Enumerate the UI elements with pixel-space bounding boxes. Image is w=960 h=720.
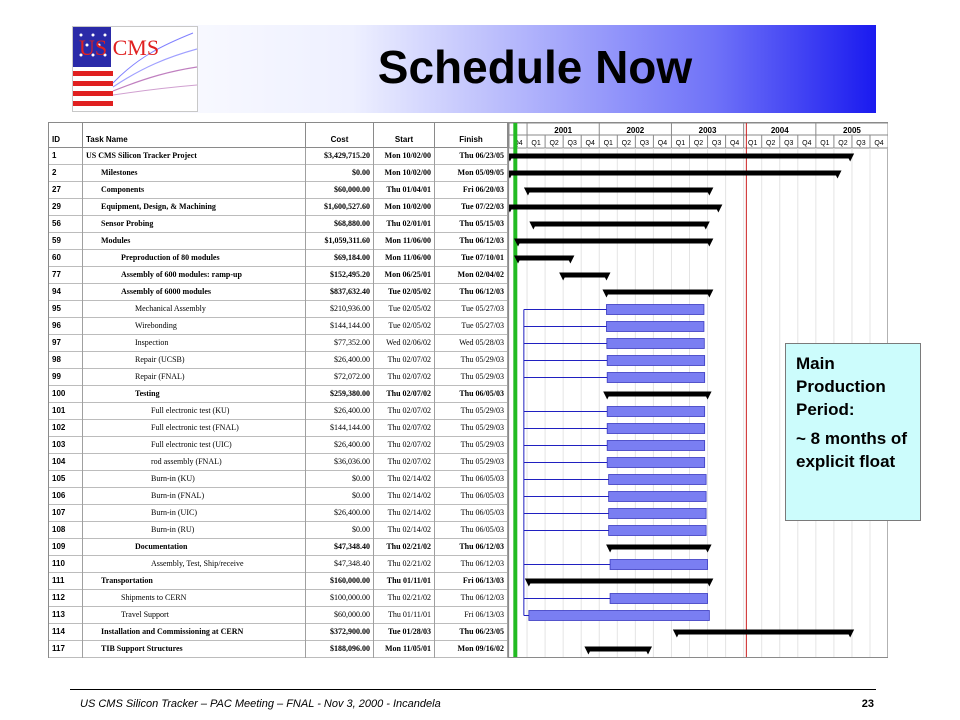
cell-cost: $210,936.00	[306, 301, 374, 318]
table-row[interactable]	[49, 539, 508, 556]
cell-task-name: Components	[83, 182, 306, 199]
quarter-label: Q4	[585, 140, 595, 147]
logo-text: US CMS	[79, 35, 160, 60]
cell-cost: $837,632.40	[306, 284, 374, 301]
task-bar	[607, 356, 704, 366]
cell-cost: $1,600,527.60	[306, 199, 374, 216]
table-row[interactable]	[49, 165, 508, 182]
cell-cost: $259,380.00	[306, 386, 374, 403]
header-start: Start	[374, 123, 435, 148]
cell-finish: Mon 05/09/05	[435, 165, 508, 182]
summary-bar	[610, 545, 707, 550]
summary-bar	[510, 205, 718, 210]
cell-cost: $26,400.00	[306, 403, 374, 420]
cell-finish: Thu 06/12/03	[435, 233, 508, 250]
table-row[interactable]	[49, 624, 508, 641]
cell-finish: Thu 05/29/03	[435, 369, 508, 386]
cell-id: 105	[49, 471, 83, 488]
cell-start: Tue 02/05/02	[374, 284, 435, 301]
quarter-label: Q4	[657, 140, 668, 147]
cell-start: Thu 02/14/02	[374, 488, 435, 505]
cell-task-name: Preproduction of 80 modules	[83, 250, 306, 267]
task-bar	[607, 407, 704, 417]
cell-task-name: Shipments to CERN	[83, 590, 306, 607]
year-label: 2003	[698, 126, 717, 135]
cell-id: 102	[49, 420, 83, 437]
quarter-label: Q2	[693, 140, 704, 147]
footer-divider	[70, 689, 876, 690]
quarter-label: Q4	[513, 140, 523, 147]
quarter-label: Q4	[729, 140, 740, 147]
cell-finish: Fri 06/13/03	[435, 573, 508, 590]
cell-finish: Fri 06/13/03	[435, 607, 508, 624]
cell-task-name: Full electronic test (FNAL)	[83, 420, 306, 437]
summary-bar	[528, 188, 709, 193]
cell-start: Thu 02/07/02	[374, 420, 435, 437]
cell-start: Thu 02/07/02	[374, 403, 435, 420]
cell-task-name: Testing	[83, 386, 306, 403]
task-bar	[529, 611, 710, 621]
cell-start: Thu 02/21/02	[374, 539, 435, 556]
table-row[interactable]	[49, 505, 508, 522]
cell-start: Thu 02/07/02	[374, 386, 435, 403]
cell-cost: $68,880.00	[306, 216, 374, 233]
cell-task-name: Repair (FNAL)	[83, 369, 306, 386]
cell-start: Thu 01/04/01	[374, 182, 435, 199]
cell-id: 114	[49, 624, 83, 641]
table-row[interactable]	[49, 216, 508, 233]
table-row[interactable]	[49, 335, 508, 352]
cell-task-name: TIB Support Structures	[83, 641, 306, 658]
cell-start: Tue 02/05/02	[374, 301, 435, 318]
cell-id: 104	[49, 454, 83, 471]
gantt-frame	[48, 122, 888, 658]
table-row[interactable]	[49, 301, 508, 318]
cell-id: 117	[49, 641, 83, 658]
cell-cost: $0.00	[306, 522, 374, 539]
cell-cost: $26,400.00	[306, 505, 374, 522]
cell-task-name: Travel Support	[83, 607, 306, 624]
table-row[interactable]	[49, 233, 508, 250]
table-row[interactable]	[49, 284, 508, 301]
table-row[interactable]	[49, 437, 508, 454]
cell-cost: $60,000.00	[306, 182, 374, 199]
task-bar	[609, 526, 706, 536]
summary-bar	[563, 273, 606, 278]
summary-bar	[510, 154, 850, 159]
year-label: 2001	[554, 126, 573, 135]
task-bar	[610, 594, 707, 604]
slide-title: Schedule Now	[377, 41, 693, 93]
cell-start: Mon 10/02/00	[374, 148, 435, 165]
cell-start: Mon 06/25/01	[374, 267, 435, 284]
cell-start: Mon 10/02/00	[374, 165, 435, 182]
cell-task-name: Mechanical Assembly	[83, 301, 306, 318]
cell-id: 94	[49, 284, 83, 301]
table-row[interactable]	[49, 420, 508, 437]
cell-cost: $144,144.00	[306, 318, 374, 335]
task-bar	[606, 322, 703, 332]
cell-cost: $0.00	[306, 471, 374, 488]
cell-cost: $77,352.00	[306, 335, 374, 352]
callout-line2: ~ 8 months of explicit float	[796, 429, 907, 471]
quarter-label: Q3	[784, 140, 794, 147]
cell-cost: $160,000.00	[306, 573, 374, 590]
task-bar	[607, 441, 704, 451]
table-row[interactable]	[49, 352, 508, 369]
cell-finish: Thu 06/05/03	[435, 488, 508, 505]
summary-bar	[606, 290, 709, 295]
cell-id: 77	[49, 267, 83, 284]
cell-task-name: Full electronic test (KU)	[83, 403, 306, 420]
cell-finish: Thu 05/29/03	[435, 352, 508, 369]
cell-task-name: Repair (UCSB)	[83, 352, 306, 369]
cell-cost: $26,400.00	[306, 352, 374, 369]
summary-bar	[518, 239, 709, 244]
cell-finish: Thu 05/29/03	[435, 403, 508, 420]
quarter-label: Q1	[531, 140, 541, 147]
cell-cost: $69,184.00	[306, 250, 374, 267]
cell-finish: Thu 06/05/03	[435, 386, 508, 403]
cell-id: 97	[49, 335, 83, 352]
cell-finish: Tue 07/22/03	[435, 199, 508, 216]
cell-id: 111	[49, 573, 83, 590]
table-row[interactable]	[49, 369, 508, 386]
table-row[interactable]	[49, 556, 508, 573]
header-task-name: Task Name	[83, 123, 306, 148]
cell-start: Thu 02/14/02	[374, 522, 435, 539]
table-row[interactable]	[49, 607, 508, 624]
cell-id: 100	[49, 386, 83, 403]
cell-task-name: Sensor Probing	[83, 216, 306, 233]
task-bar	[609, 509, 706, 519]
quarter-label: Q2	[621, 140, 631, 147]
table-row[interactable]	[49, 641, 508, 658]
uscms-logo	[72, 26, 198, 112]
cell-start: Tue 01/28/03	[374, 624, 435, 641]
cell-task-name: Milestones	[83, 165, 306, 182]
table-row[interactable]	[49, 403, 508, 420]
cell-task-name: Modules	[83, 233, 306, 250]
task-bar	[607, 424, 704, 434]
cell-start: Thu 02/21/02	[374, 556, 435, 573]
cell-task-name: Burn-in (RU)	[83, 522, 306, 539]
cell-start: Thu 02/01/01	[374, 216, 435, 233]
cell-finish: Thu 05/29/03	[435, 437, 508, 454]
cell-finish: Thu 06/12/03	[435, 284, 508, 301]
cell-id: 113	[49, 607, 83, 624]
cell-cost: $0.00	[306, 165, 374, 182]
cell-id: 1	[49, 148, 83, 165]
quarter-label: Q1	[748, 140, 758, 147]
cell-task-name: Burn-in (UIC)	[83, 505, 306, 522]
cell-cost: $72,072.00	[306, 369, 374, 386]
cell-cost: $47,348.40	[306, 556, 374, 573]
summary-bar	[529, 579, 710, 584]
cell-id: 2	[49, 165, 83, 182]
cell-id: 59	[49, 233, 83, 250]
quarter-label: Q4	[802, 140, 812, 147]
cell-start: Thu 02/14/02	[374, 505, 435, 522]
cell-finish: Thu 06/12/03	[435, 590, 508, 607]
callout-box	[785, 343, 921, 521]
table-row[interactable]	[49, 454, 508, 471]
cell-id: 29	[49, 199, 83, 216]
table-row[interactable]	[49, 573, 508, 590]
summary-bar	[607, 392, 707, 397]
cell-start: Thu 02/07/02	[374, 454, 435, 471]
summary-bar	[533, 222, 705, 227]
cell-id: 99	[49, 369, 83, 386]
cell-start: Tue 02/05/02	[374, 318, 435, 335]
callout-line1: Main Production Period:	[796, 354, 886, 419]
cell-finish: Tue 05/27/03	[435, 301, 508, 318]
cell-start: Mon 11/06/00	[374, 250, 435, 267]
task-bar	[609, 492, 706, 502]
table-row[interactable]	[49, 488, 508, 505]
header-cost: Cost	[306, 123, 374, 148]
quarter-label: Q3	[567, 140, 577, 147]
uscms-logo-graphic	[73, 27, 198, 112]
cell-task-name: Inspection	[83, 335, 306, 352]
cell-task-name: Equipment, Design, & Machining	[83, 199, 306, 216]
task-bar	[607, 458, 704, 468]
cell-start: Wed 02/06/02	[374, 335, 435, 352]
quarter-label: Q3	[711, 140, 722, 147]
cell-finish: Thu 05/29/03	[435, 420, 508, 437]
cell-id: 107	[49, 505, 83, 522]
cell-cost: $47,348.40	[306, 539, 374, 556]
cell-task-name: Assembly of 600 modules: ramp-up	[83, 267, 306, 284]
cell-finish: Wed 05/28/03	[435, 335, 508, 352]
table-row[interactable]	[49, 182, 508, 199]
cell-cost: $100,000.00	[306, 590, 374, 607]
cell-finish: Thu 05/15/03	[435, 216, 508, 233]
cell-finish: Tue 07/10/01	[435, 250, 508, 267]
quarter-label: Q1	[820, 140, 830, 147]
quarter-label: Q1	[603, 140, 613, 147]
cell-task-name: Burn-in (FNAL)	[83, 488, 306, 505]
cell-start: Thu 02/21/02	[374, 590, 435, 607]
cell-cost: $372,900.00	[306, 624, 374, 641]
cell-id: 95	[49, 301, 83, 318]
cell-finish: Thu 06/12/03	[435, 539, 508, 556]
cell-task-name: Assembly of 6000 modules	[83, 284, 306, 301]
cell-start: Thu 01/11/01	[374, 607, 435, 624]
quarter-label: Q2	[838, 140, 848, 147]
cell-id: 96	[49, 318, 83, 335]
cell-id: 106	[49, 488, 83, 505]
cell-id: 98	[49, 352, 83, 369]
table-row[interactable]	[49, 318, 508, 335]
cell-cost: $188,096.00	[306, 641, 374, 658]
cell-id: 103	[49, 437, 83, 454]
cell-start: Thu 02/07/02	[374, 352, 435, 369]
cell-finish: Thu 06/05/03	[435, 505, 508, 522]
cell-finish: Thu 06/05/03	[435, 522, 508, 539]
cell-task-name: rod assembly (FNAL)	[83, 454, 306, 471]
cell-start: Thu 01/11/01	[374, 573, 435, 590]
table-row[interactable]	[49, 250, 508, 267]
footer-text: US CMS Silicon Tracker – PAC Meeting – FNAL - Nov 3, 2000 - Incandela	[80, 698, 441, 710]
cell-start: Thu 02/07/02	[374, 437, 435, 454]
cell-cost: $3,429,715.20	[306, 148, 374, 165]
quarter-label: Q2	[549, 140, 559, 147]
task-bar	[606, 305, 703, 315]
cell-task-name: Installation and Commissioning at CERN	[83, 624, 306, 641]
year-label: 2004	[770, 126, 789, 135]
summary-bar	[510, 171, 838, 176]
cell-start: Thu 02/14/02	[374, 471, 435, 488]
cell-finish: Thu 06/23/05	[435, 148, 508, 165]
cell-task-name: Assembly, Test, Ship/receive	[83, 556, 306, 573]
cell-cost: $144,144.00	[306, 420, 374, 437]
cell-finish: Tue 05/27/03	[435, 318, 508, 335]
task-bar	[607, 373, 704, 383]
cell-finish: Thu 06/12/03	[435, 556, 508, 573]
cell-task-name: Wirebonding	[83, 318, 306, 335]
cell-id: 60	[49, 250, 83, 267]
cell-id: 56	[49, 216, 83, 233]
cell-cost: $152,495.20	[306, 267, 374, 284]
header-finish: Finish	[435, 123, 508, 148]
cell-cost: $0.00	[306, 488, 374, 505]
cell-finish: Thu 06/05/03	[435, 471, 508, 488]
cell-start: Mon 10/02/00	[374, 199, 435, 216]
year-label: 2005	[843, 126, 861, 135]
cell-finish: Mon 09/16/02	[435, 641, 508, 658]
cell-finish: Fri 06/20/03	[435, 182, 508, 199]
cell-id: 110	[49, 556, 83, 573]
task-bar	[607, 339, 704, 349]
table-row[interactable]	[49, 522, 508, 539]
page-number: 23	[861, 698, 874, 710]
cell-id: 101	[49, 403, 83, 420]
table-row[interactable]	[49, 199, 508, 216]
table-row[interactable]	[49, 148, 508, 165]
task-table	[49, 123, 508, 657]
quarter-label: Q1	[675, 140, 686, 147]
quarter-label: Q4	[874, 140, 884, 147]
cell-task-name: Documentation	[83, 539, 306, 556]
task-bar	[610, 560, 707, 570]
cell-id: 112	[49, 590, 83, 607]
cell-cost: $36,036.00	[306, 454, 374, 471]
cell-task-name: Transportation	[83, 573, 306, 590]
summary-bar	[677, 630, 850, 635]
table-row[interactable]	[49, 267, 508, 284]
quarter-label: Q2	[766, 140, 776, 147]
cell-id: 27	[49, 182, 83, 199]
cell-id: 108	[49, 522, 83, 539]
cell-id: 109	[49, 539, 83, 556]
quarter-label: Q3	[856, 140, 866, 147]
cell-start: Thu 02/07/02	[374, 369, 435, 386]
task-bar	[609, 475, 706, 485]
header-id: ID	[49, 123, 83, 148]
cell-finish: Thu 05/29/03	[435, 454, 508, 471]
quarter-label: Q3	[639, 140, 650, 147]
cell-task-name: US CMS Silicon Tracker Project	[83, 148, 306, 165]
cell-start: Mon 11/06/00	[374, 233, 435, 250]
cell-cost: $26,400.00	[306, 437, 374, 454]
cell-task-name: Full electronic test (UIC)	[83, 437, 306, 454]
cell-finish: Mon 02/04/02	[435, 267, 508, 284]
cell-cost: $1,059,311.60	[306, 233, 374, 250]
cell-finish: Thu 06/23/05	[435, 624, 508, 641]
summary-bar	[588, 647, 648, 652]
summary-bar	[518, 256, 570, 261]
cell-start: Mon 11/05/01	[374, 641, 435, 658]
table-row[interactable]	[49, 590, 508, 607]
year-label: 2002	[626, 126, 645, 135]
cell-task-name: Burn-in (KU)	[83, 471, 306, 488]
cell-cost: $60,000.00	[306, 607, 374, 624]
table-row[interactable]	[49, 471, 508, 488]
table-row[interactable]	[49, 386, 508, 403]
